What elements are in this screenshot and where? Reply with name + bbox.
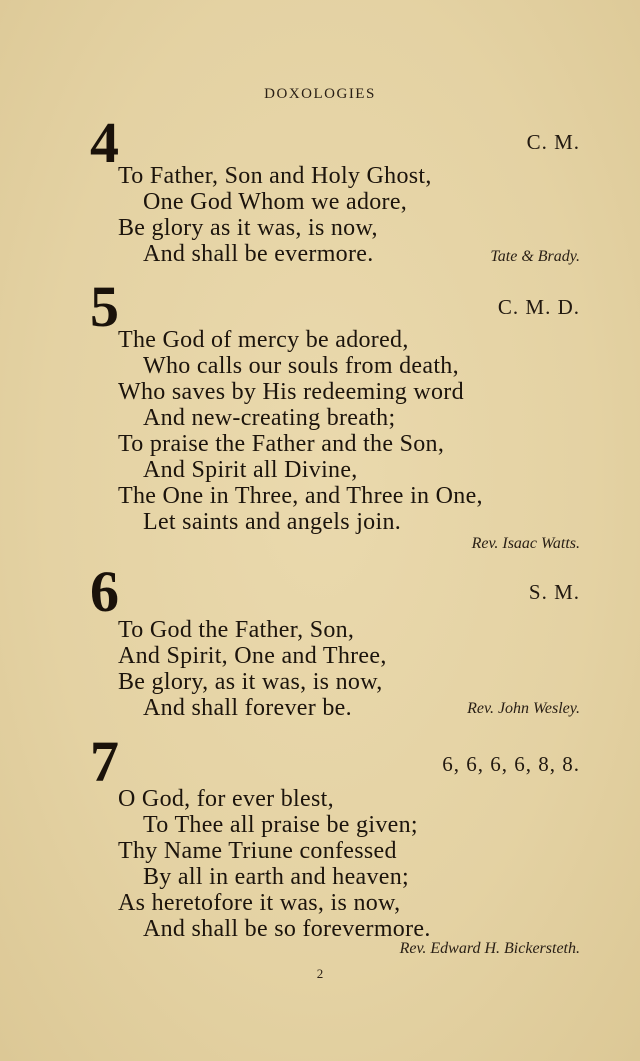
running-head: DOXOLOGIES: [264, 86, 376, 102]
hymn-line: Thy Name Triune confessed: [118, 838, 397, 864]
hymn-line: The God of mercy be adored,: [118, 327, 409, 353]
hymn-line: O God, for ever blest,: [118, 786, 334, 812]
hymn-line: The One in Three, and Three in One,: [118, 483, 483, 509]
hymn-line: And shall be evermore.: [143, 241, 374, 267]
hymn-number: 6: [90, 559, 119, 624]
hymn-number: 4: [90, 110, 119, 175]
hymn-meter: 6, 6, 6, 6, 8, 8.: [442, 752, 580, 776]
page-number: 2: [316, 966, 324, 981]
hymn-line: And shall forever be.: [143, 695, 352, 721]
hymn-line: To Thee all praise be given;: [143, 812, 418, 838]
hymn-line: And Spirit, One and Three,: [118, 643, 387, 669]
hymn-meter: C. M. D.: [497, 295, 580, 319]
hymn-line: As heretofore it was, is now,: [118, 890, 401, 916]
hymn-line: Who calls our souls from death,: [143, 353, 459, 379]
hymn-line: And Spirit all Divine,: [143, 457, 358, 483]
hymn-meter: S. M.: [528, 580, 580, 604]
hymn-line: And new-creating breath;: [143, 405, 396, 431]
hymn-line: Who saves by His redeeming word: [118, 379, 464, 405]
hymn-number: 5: [90, 274, 119, 339]
hymn-line: By all in earth and heaven;: [143, 864, 410, 890]
hymn-line: Let saints and angels join.: [143, 509, 402, 535]
hymn-line: One God Whom we adore,: [143, 189, 408, 215]
hymn-number: 7: [90, 729, 119, 794]
hymn-line: Be glory as it was, is now,: [118, 215, 378, 241]
hymn-line: And shall be so forevermore.: [143, 916, 431, 942]
hymn-line: To God the Father, Son,: [118, 617, 355, 643]
hymn-line: To Father, Son and Holy Ghost,: [118, 163, 432, 189]
hymn-attribution: Tate & Brady.: [490, 248, 580, 265]
hymn-attribution: Rev. John Wesley.: [467, 700, 580, 717]
hymn-attribution: Rev. Edward H. Bickersteth.: [399, 940, 580, 957]
hymn-line: To praise the Father and the Son,: [118, 431, 445, 457]
hymn-line: Be glory, as it was, is now,: [118, 669, 383, 695]
hymn-meter: C. M.: [526, 130, 580, 154]
hymn-attribution: Rev. Isaac Watts.: [471, 535, 580, 552]
